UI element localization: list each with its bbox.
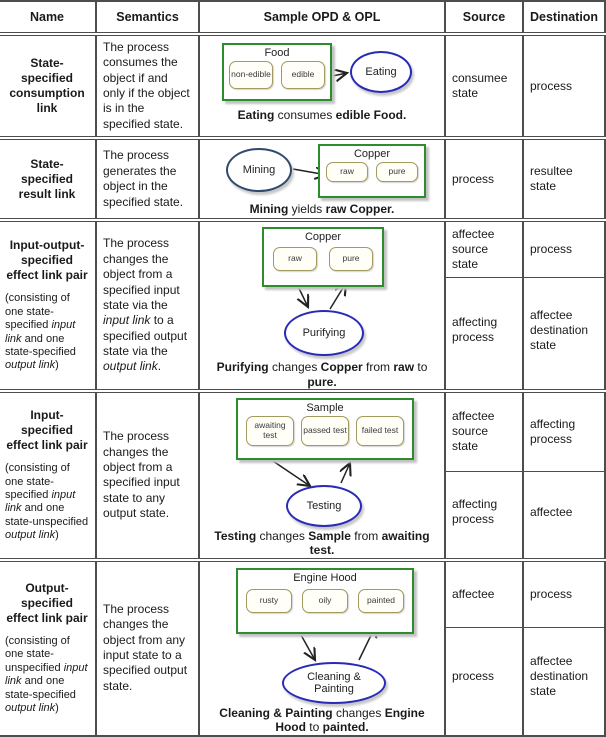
destination-bottom: affectee xyxy=(530,504,573,519)
header-name: Name xyxy=(0,1,96,34)
name-cell xyxy=(0,391,96,560)
opl-caption: Cleaning & Painting changes Engine Hood to painted. xyxy=(219,705,425,735)
name-note: (consisting of one state-specified input link and one state-specified output link) xyxy=(5,292,76,372)
state-box: non-edible xyxy=(229,61,273,89)
state-box: passed test xyxy=(301,416,349,446)
process-ellipse: Testing xyxy=(286,485,362,527)
destination-top: process xyxy=(524,562,604,628)
semantics-cell: The process changes the object from any input state to a specified output state. xyxy=(96,560,199,736)
opd-diagram-cleaning-painting xyxy=(200,564,445,704)
name-title: Input-output-specified effect link pair xyxy=(6,238,88,283)
semantics-cell: The process changes the object from a specified input state via the input link to a specified output state via the output link. xyxy=(96,220,199,391)
sample-cell xyxy=(199,560,445,736)
sample-cell xyxy=(199,34,445,138)
state-row xyxy=(264,247,382,271)
state-row xyxy=(224,61,330,89)
destination-bottom: affectee destination state xyxy=(530,307,589,352)
table-row xyxy=(0,391,605,560)
state-box: raw xyxy=(326,162,368,182)
destination-bottom: affectee destination state xyxy=(530,654,589,699)
object-title: Food xyxy=(264,47,290,59)
object-box xyxy=(318,144,426,198)
semantics-cell: The process consumes the object if and only if the object is in the specified state. xyxy=(96,34,199,138)
table-row xyxy=(0,34,605,138)
process-ellipse: Mining xyxy=(226,148,292,192)
object-box xyxy=(236,568,414,634)
object-title: Engine Hood xyxy=(293,571,357,584)
state-box: edible xyxy=(281,61,325,89)
table-row xyxy=(0,220,605,391)
source-top: affectee xyxy=(446,562,522,628)
state-box: rusty xyxy=(246,589,292,613)
state-row xyxy=(238,416,412,446)
destination-cell xyxy=(523,391,605,560)
name-title: Input-specified effect link pair xyxy=(6,408,88,453)
process-ellipse: Cleaning & Painting xyxy=(282,662,386,704)
destination-cell xyxy=(523,560,605,736)
sample-cell xyxy=(199,138,445,220)
source-top: affectee source state xyxy=(446,393,522,472)
process-ellipse: Purifying xyxy=(284,310,364,356)
sample-cell xyxy=(199,220,445,391)
opd-diagram-mining xyxy=(200,142,445,200)
opd-diagram-eating xyxy=(200,38,445,106)
state-box: awaiting test xyxy=(246,416,294,446)
source-cell: consumee state xyxy=(445,34,523,138)
name-cell xyxy=(0,560,96,736)
destination-cell: process xyxy=(523,34,605,138)
opl-caption: Testing changes Sample from awaiting test. xyxy=(214,528,430,558)
state-box: failed test xyxy=(356,416,404,446)
source-top: affectee source state xyxy=(446,222,522,278)
state-box: oily xyxy=(302,589,348,613)
object-title: Sample xyxy=(306,401,344,414)
state-row xyxy=(238,589,412,613)
name-cell: State-specified consumption link xyxy=(0,34,96,138)
source-cell: process xyxy=(445,138,523,220)
sample-cell xyxy=(199,391,445,560)
object-title: Copper xyxy=(304,231,342,244)
table-header-row xyxy=(0,1,605,34)
opl-caption: Purifying changes Copper from raw to pure. xyxy=(216,360,428,389)
opl-caption: Mining yields raw Copper. xyxy=(249,202,395,217)
opl-caption: Eating consumes edible Food. xyxy=(237,108,407,122)
state-box: painted xyxy=(358,589,404,613)
state-box: pure xyxy=(329,247,373,271)
opd-diagram-testing xyxy=(200,395,445,527)
destination-top: process xyxy=(524,222,604,278)
opd-diagram-purifying xyxy=(200,224,445,358)
source-bottom: affecting process xyxy=(452,315,498,345)
source-bottom: process xyxy=(452,669,495,684)
state-box: raw xyxy=(273,247,317,271)
name-cell xyxy=(0,220,96,391)
source-cell xyxy=(445,560,523,736)
source-bottom: affecting process xyxy=(452,497,498,527)
destination-top: affecting process xyxy=(524,393,604,472)
source-cell xyxy=(445,220,523,391)
table-row xyxy=(0,560,605,736)
state-box: pure xyxy=(376,162,418,182)
header-sample-opd-opl: Sample OPD & OPL xyxy=(199,1,445,34)
object-box xyxy=(262,227,384,287)
name-title: Output-specified effect link pair xyxy=(6,580,88,625)
name-note: (consisting of one state-unspecified input link and one state-specified output link) xyxy=(5,634,88,714)
source-cell xyxy=(445,391,523,560)
process-ellipse: Eating xyxy=(350,51,412,93)
table-row xyxy=(0,138,605,220)
object-title: Copper xyxy=(353,148,391,161)
destination-cell: resultee state xyxy=(523,138,605,220)
object-box xyxy=(222,43,332,101)
name-cell: State-specified result link xyxy=(0,138,96,220)
header-destination: Destination xyxy=(523,1,605,34)
name-note: (consisting of one state-specified input link and one state-unspecified output link) xyxy=(5,462,89,542)
semantics-cell: The process generates the object in the specified state. xyxy=(96,138,199,220)
object-box xyxy=(236,398,414,460)
state-row xyxy=(320,162,424,182)
semantics-cell: The process changes the object from a specified input state to any output state. xyxy=(96,391,199,560)
header-source: Source xyxy=(445,1,523,34)
destination-cell xyxy=(523,220,605,391)
header-semantics: Semantics xyxy=(96,1,199,34)
